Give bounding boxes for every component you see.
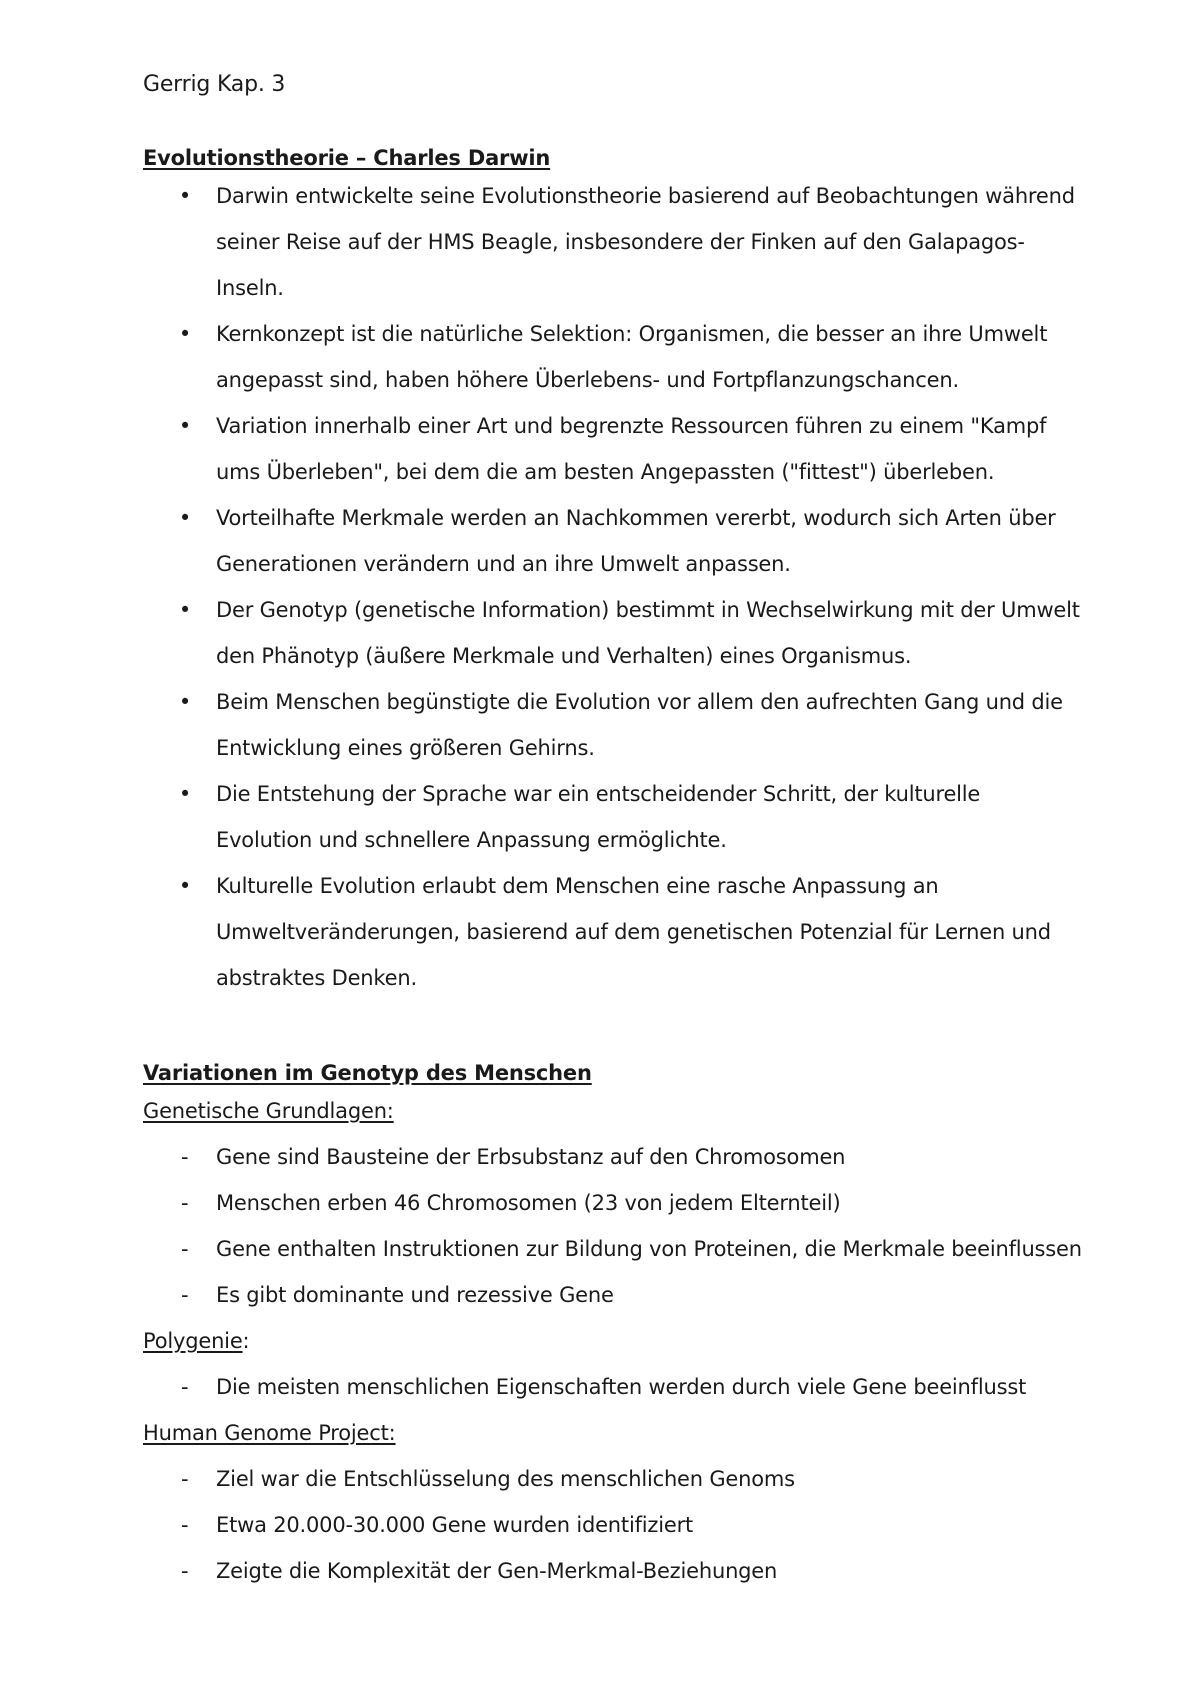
list-item [143,679,1080,771]
list-item-text: Kernkonzept ist die natürliche Selektion: Organismen, die besser an ihre Umwelt angepasst sind, haben höhere Überlebens- und Fortpflanzungschancen. [216,322,1048,392]
bullet-icon: • [178,598,192,622]
dash-icon: - [181,1559,189,1583]
list-item-text: Etwa 20.000-30.000 Gene wurden identifiziert [216,1513,694,1537]
list-item [143,173,1080,311]
bullet-icon: • [178,506,192,530]
subheading-label: Genetische Grundlagen: [143,1099,394,1123]
list-item-text: Zeigte die Komplexität der Gen-Merkmal-Beziehungen [216,1559,778,1583]
list-item [143,1502,1080,1548]
list-item [143,1134,1080,1180]
list-item-text: Vorteilhafte Merkmale werden an Nachkommen vererbt, wodurch sich Arten über Generationen verändern und an ihre Umwelt anpassen. [216,506,1056,576]
list-item [143,863,1080,1001]
list-item [143,1548,1080,1594]
dash-icon: - [181,1513,189,1537]
dash-icon: - [181,1237,189,1261]
bullet-icon: • [178,184,192,208]
subheading-suffix: : [242,1329,250,1353]
bullet-icon: • [178,782,192,806]
document-header: Gerrig Kap. 3 [143,72,286,97]
dash-icon: - [181,1467,189,1491]
dash-icon: - [181,1145,189,1169]
section-heading-genotyp: Variationen im Genotyp des Menschen [143,1061,592,1085]
list-item-text: Die meisten menschlichen Eigenschaften werden durch viele Gene beeinflusst [216,1375,1027,1399]
list-item-text: Variation innerhalb einer Art und begrenzte Ressourcen führen zu einem "Kampf ums Überleben", bei dem die am besten Angepassten ("fittest") überleben. [216,414,1047,484]
list-item-text: Es gibt dominante und rezessive Gene [216,1283,614,1307]
list-item-text: Der Genotyp (genetische Information) bestimmt in Wechselwirkung mit der Umwelt den Phänotyp (äußere Merkmale und Verhalten) eines Organismus. [216,598,1080,668]
subheading-human-genome-project [143,1410,1080,1456]
dash-icon: - [181,1191,189,1215]
list-item-text: Ziel war die Entschlüsselung des menschlichen Genoms [216,1467,795,1491]
subheading-genetische-grundlagen [143,1088,1080,1134]
list-item [143,587,1080,679]
list-item [143,1456,1080,1502]
list-item-text: Kulturelle Evolution erlaubt dem Menschen eine rasche Anpassung an Umweltveränderungen, basierend auf dem genetischen Potenzial für Lernen und abstraktes Denken. [216,874,1051,990]
human-genome-project-list [143,1456,1080,1594]
dash-icon: - [181,1375,189,1399]
list-item-text: Gene enthalten Instruktionen zur Bildung von Proteinen, die Merkmale beeinflussen [216,1237,1082,1261]
list-item [143,1226,1080,1272]
bullet-icon: • [178,322,192,346]
genetische-grundlagen-list [143,1134,1080,1318]
list-item [143,495,1080,587]
subheading-label: Polygenie [143,1329,243,1353]
list-item [143,311,1080,403]
list-item-text: Darwin entwickelte seine Evolutionstheorie basierend auf Beobachtungen während seiner Reise auf der HMS Beagle, insbesondere der Finken auf den Galapagos-Inseln. [216,184,1075,300]
list-item [143,1364,1080,1410]
polygenie-list [143,1364,1080,1410]
list-item [143,1180,1080,1226]
section-evolutionstheorie [143,143,1080,1001]
list-item-text: Gene sind Bausteine der Erbsubstanz auf den Chromosomen [216,1145,846,1169]
subheading-label: Human Genome Project: [143,1421,396,1445]
list-item [143,771,1080,863]
bullet-icon: • [178,874,192,898]
list-item [143,403,1080,495]
section-variationen-genotyp [143,1058,1080,1594]
list-item-text: Beim Menschen begünstigte die Evolution vor allem den aufrechten Gang und die Entwicklung eines größeren Gehirns. [216,690,1063,760]
list-item-text: Die Entstehung der Sprache war ein entscheidender Schritt, der kulturelle Evolution und schnellere Anpassung ermöglichte. [216,782,981,852]
bullet-icon: • [178,690,192,714]
darwin-bullet-list [143,173,1080,1001]
dash-icon: - [181,1283,189,1307]
list-item [143,1272,1080,1318]
bullet-icon: • [178,414,192,438]
section-heading-darwin: Evolutionstheorie – Charles Darwin [143,146,551,170]
list-item-text: Menschen erben 46 Chromosomen (23 von jedem Elternteil) [216,1191,841,1215]
subheading-polygenie [143,1318,1080,1364]
